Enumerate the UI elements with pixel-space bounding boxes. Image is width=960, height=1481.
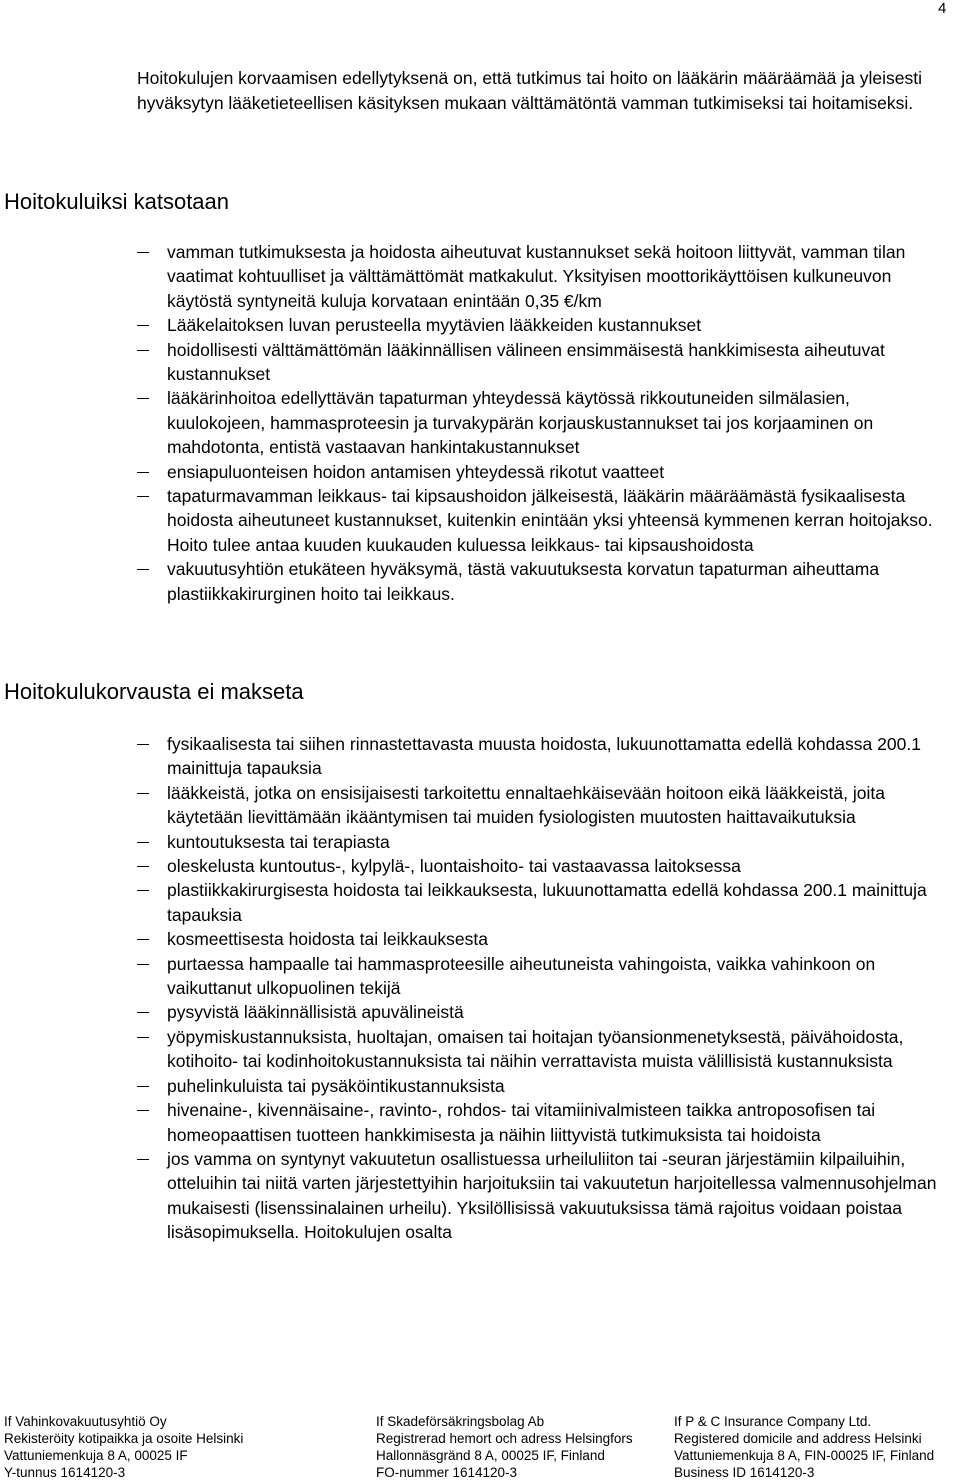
list-item-text: oleskelusta kuntoutus-, kylpylä-, luontaishoito- tai vastaavassa laitoksessa <box>167 856 741 877</box>
list-item-text: ensiapuluonteisen hoidon antamisen yhteydessä rikotut vaatteet <box>167 461 665 482</box>
dash-bullet-icon <box>137 252 149 253</box>
dash-bullet-icon <box>137 496 149 497</box>
list-item-text: tapaturmavamman leikkaus- tai kipsaushoidon jälkeisestä, lääkärin määräämästä fysikaalisesta hoidosta aiheutuneet kustannukset, kuitenkin enintään yksi yhteensä kymmenen kerran hoitojakso. Hoito tulee antaa kuuden kuukauden kuluessa leikkaus- tai kipsaushoidosta <box>167 486 933 555</box>
dash-bullet-icon <box>137 1086 149 1087</box>
list-item <box>0 952 960 1001</box>
dash-bullet-icon <box>137 569 149 570</box>
list-item-text: jos vamma on syntynyt vakuutetun osallistuessa urheiluliiton tai -seuran järjestämiin kilpailuihin, otteluihin tai niitä varten järjestettyihin harjoituksiin tai vakuutetun harjoitellessa valmennusohjelman mukaisesti (lisenssinalainen urheilu). Yksilöllisissä vakuutuksissa tämä rajoitus voidaan poistaa lisäsopimuksella. Hoitokulujen osalta <box>167 1148 937 1243</box>
list-item <box>0 830 960 854</box>
list-item <box>0 878 960 927</box>
list-item <box>0 1147 960 1245</box>
list-item-text: fysikaalisesta tai siihen rinnastettavasta muusta hoidosta, lukuunottamatta edellä kohdassa 200.1 mainittuja tapauksia <box>167 734 921 779</box>
page-number: 4 <box>938 0 947 17</box>
footer-company-name: If Skadeförsäkringsbolag Ab <box>376 1414 545 1429</box>
list-item-text: Lääkelaitoksen luvan perusteella myytävien lääkkeiden kustannukset <box>167 315 702 336</box>
footer-address: Hallonnäsgränd 8 A, 00025 IF, Finland <box>376 1448 605 1463</box>
list-item <box>0 1074 960 1098</box>
list-item-text: hoidollisesti välttämättömän lääkinnällisen välineen ensimmäisestä hankkimisesta aiheutuvat kustannukset <box>167 339 885 385</box>
list-item-text: pysyvistä lääkinnällisistä apuvälineistä <box>167 1002 464 1023</box>
list-item-text: purtaessa hampaalle tai hammasproteesille aiheutuneista vahingoista, vaikka vahinkoon on vaikuttanut ulkopuolinen tekijä <box>167 953 876 999</box>
footer-address: Vattuniemenkuja 8 A, FIN-00025 IF, Finland <box>674 1448 935 1463</box>
footer-domicile: Registered domicile and address Helsinki <box>674 1431 922 1446</box>
dash-bullet-icon <box>137 398 149 399</box>
footer-company-name: If Vahinkovakuutusyhtiö Oy <box>4 1414 167 1429</box>
footer-english <box>674 1413 934 1481</box>
dash-bullet-icon <box>137 939 149 940</box>
dash-bullet-icon <box>137 793 149 794</box>
footer-company-name: If P & C Insurance Company Ltd. <box>674 1414 872 1429</box>
footer-domicile: Rekisteröity kotipaikka ja osoite Helsinki <box>4 1431 244 1446</box>
list-item-text: plastiikkakirurgisesta hoidosta tai leikkauksesta, lukuunottamatta edellä kohdassa 200.1 mainittuja tapauksia <box>167 880 927 925</box>
list-item <box>0 338 960 387</box>
list-item <box>0 927 960 951</box>
list-item <box>0 1000 960 1024</box>
list-item <box>0 854 960 878</box>
list-item-text: vakuutusyhtiön etukäteen hyväksymä, tästä vakuutuksesta korvatun tapaturman aiheuttama plastiikkakirurginen hoito tai leikkaus. <box>167 559 880 604</box>
list-item <box>0 557 960 606</box>
list-item <box>0 732 960 781</box>
section-heading-not-covered: Hoitokulukorvausta ei makseta <box>4 679 304 704</box>
list-item <box>0 386 960 459</box>
list-item <box>0 1025 960 1074</box>
dash-bullet-icon <box>137 325 149 326</box>
footer-address: Vattuniemenkuja 8 A, 00025 IF <box>4 1448 188 1463</box>
dash-bullet-icon <box>137 1159 149 1160</box>
list-item-text: yöpymiskustannuksista, huoltajan, omaisen tai hoitajan työansionmenetyksestä, päivähoidosta, kotihoito- tai kodinhoitokustannuksista tai näihin verrattavista muista välillisistä kustannuksista <box>167 1026 904 1072</box>
dash-bullet-icon <box>137 472 149 473</box>
list-item-text: lääkärinhoitoa edellyttävän tapaturman yhteydessä käytössä rikkoutuneiden silmälasien, kuulokojeen, hammasproteesin ja turvakypärän korjauskustannukset tai jos korjaaminen on mahdotonta, entistä vastaavan hankintakustannukset <box>167 388 874 458</box>
footer-domicile: Registrerad hemort och adress Helsingfors <box>376 1431 633 1446</box>
dash-bullet-icon <box>137 1012 149 1013</box>
dash-bullet-icon <box>137 964 149 965</box>
list-item <box>0 460 960 484</box>
dash-bullet-icon <box>137 866 149 867</box>
excluded-costs-list <box>0 732 960 1245</box>
dash-bullet-icon <box>137 1037 149 1038</box>
dash-bullet-icon <box>137 350 149 351</box>
list-item <box>0 781 960 830</box>
list-item-text: lääkkeistä, jotka on ensisijaisesti tarkoitettu ennaltaehkäisevään hoitoon eikä lääkkeistä, joita käytetään lievittämään ikääntymisen tai muiden fysiologisten muutosten haittavaikutuksia <box>167 782 885 828</box>
list-item-text: hivenaine-, kivennäisaine-, ravinto-, rohdos- tai vitamiinivalmisteen taikka antroposofisen tai homeopaattisen tuotteen hankkimisesta ja näihin liittyvistä tutkimuksista tai hoidoista <box>167 1100 876 1145</box>
footer-business-id: FO-nummer 1614120-3 <box>376 1465 518 1480</box>
dash-bullet-icon <box>137 890 149 891</box>
list-item-text: kuntoutuksesta tai terapiasta <box>167 831 390 852</box>
dash-bullet-icon <box>137 744 149 745</box>
covered-costs-list <box>0 240 960 606</box>
footer-finnish <box>4 1413 243 1481</box>
footer-business-id: Y-tunnus 1614120-3 <box>4 1465 126 1480</box>
list-item-text: vamman tutkimuksesta ja hoidosta aiheutuvat kustannukset sekä hoitoon liittyvät, vamman tilan vaatimat kohtuulliset ja välttämättömät matkakulut. Yksityisen moottorikäyttöisen kulkuneuvon käytöstä syntyneitä kuluja korvataan enintään 0,35 €/km <box>167 242 906 311</box>
dash-bullet-icon <box>137 842 149 843</box>
list-item <box>0 313 960 337</box>
intro-paragraph: Hoitokulujen korvaamisen edellytyksenä on, että tutkimus tai hoito on lääkärin määräämää ja yleisesti hyväksytyn lääketieteellisen käsityksen mukaan välttämätöntä vamman tutkimiseksi tai hoitamiseksi. <box>137 68 922 113</box>
list-item-text: puhelinkuluista tai pysäköintikustannuksista <box>167 1075 505 1096</box>
list-item <box>0 484 960 557</box>
footer-swedish <box>376 1413 633 1481</box>
list-item <box>0 1098 960 1147</box>
list-item-text: kosmeettisesta hoidosta tai leikkauksesta <box>167 929 488 950</box>
list-item <box>0 240 960 313</box>
section-heading-costs-covered: Hoitokuluiksi katsotaan <box>4 189 230 214</box>
dash-bullet-icon <box>137 1110 149 1111</box>
footer-business-id: Business ID 1614120-3 <box>674 1465 815 1480</box>
